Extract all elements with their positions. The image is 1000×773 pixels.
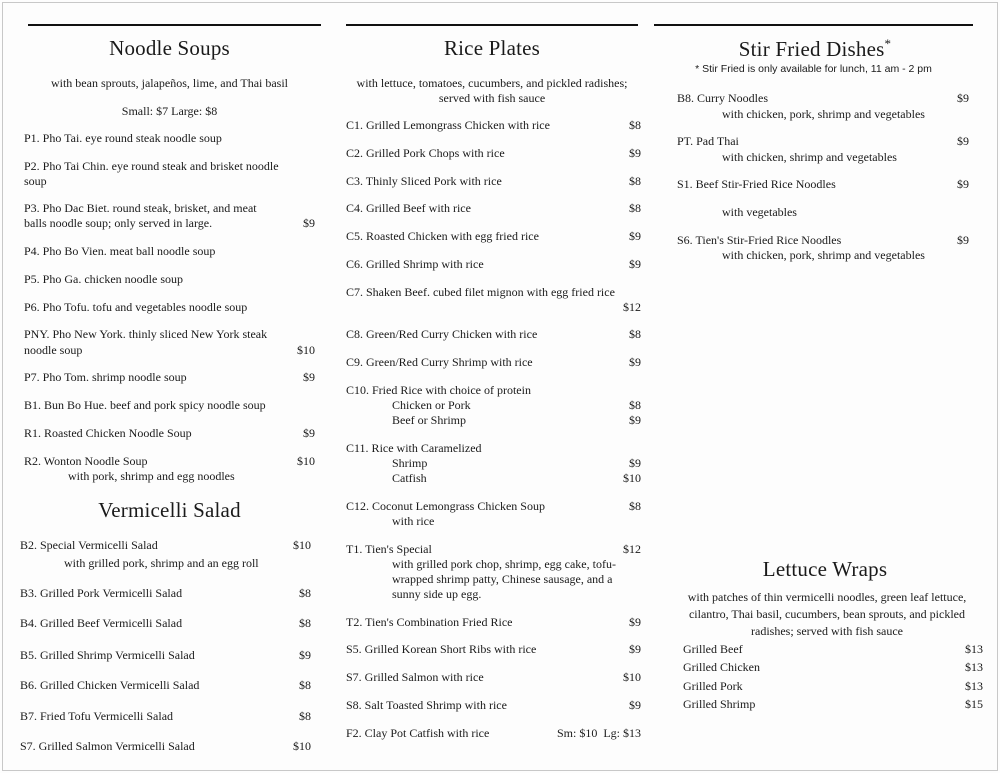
menu-item: P6. Pho Tofu. tofu and vegetables noodle soup [24, 300, 248, 314]
menu-item: S7. Grilled Salmon with rice [346, 670, 484, 684]
menu-item-price: $8 [629, 398, 641, 412]
menu-item: PNY. Pho New York. thinly sliced New York steak [24, 327, 268, 341]
menu-item-price: $10 [293, 538, 311, 552]
asterisk-mark: * [884, 36, 892, 51]
menu-item: PT. Pad Thai [677, 134, 739, 148]
menu-item-price: $8 [629, 174, 641, 188]
menu-item-price: $9 [629, 642, 641, 656]
lettuce-wraps-desc: cilantro, Thai basil, cucumbers, bean sprouts, and pickled [688, 607, 966, 621]
menu-item-price: $12 [623, 542, 641, 556]
menu-item-desc: with chicken, pork, shrimp and vegetables [722, 107, 925, 121]
menu-item-price: $10 [623, 670, 641, 684]
menu-item-desc: with chicken, shrimp and vegetables [722, 150, 897, 164]
menu-item-price: $9 [629, 257, 641, 271]
menu-item: Grilled Shrimp [683, 697, 756, 711]
menu-item-price: $8 [629, 499, 641, 513]
menu-item: B3. Grilled Pork Vermicelli Salad [20, 586, 183, 600]
menu-item-price: Sm: $10 Lg: $13 [556, 726, 641, 740]
menu-item: S1. Beef Stir-Fried Rice Noodles [677, 177, 836, 191]
menu-item: C2. Grilled Pork Chops with rice [346, 146, 505, 160]
lettuce-wraps-desc: with patches of thin vermicelli noodles, green leaf lettuce, [687, 590, 967, 604]
menu-item-option: Catfish [392, 471, 427, 485]
menu-item-price: $8 [629, 201, 641, 215]
menu-item-desc: noodle soup [24, 343, 83, 357]
menu-item-price: $8 [299, 678, 311, 692]
menu-item: Grilled Chicken [683, 660, 760, 674]
menu-item: C8. Green/Red Curry Chicken with rice [346, 327, 538, 341]
stir-fried-note: * Stir Fried is only available for lunch, 11 am - 2 pm [695, 63, 932, 75]
menu-item: B4. Grilled Beef Vermicelli Salad [20, 616, 183, 630]
menu-item-price: $10 [623, 471, 641, 485]
menu-item: C9. Green/Red Curry Shrimp with rice [346, 355, 533, 369]
menu-item-price: $9 [629, 615, 641, 629]
menu-item-price: $9 [957, 134, 969, 148]
column-rule-left [28, 24, 321, 26]
menu-item-option: Beef or Shrimp [392, 413, 466, 427]
menu-item-price: $8 [629, 327, 641, 341]
noodle-soups-sizes: Small: $7 Large: $8 [121, 104, 218, 118]
menu-item: B2. Special Vermicelli Salad [20, 538, 158, 552]
menu-item: C10. Fried Rice with choice of protein [346, 383, 531, 397]
menu-item: R1. Roasted Chicken Noodle Soup [24, 426, 192, 440]
menu-item-price: $9 [957, 177, 969, 191]
menu-item: R2. Wonton Noodle Soup [24, 454, 148, 468]
menu-item-price: $12 [623, 300, 641, 314]
menu-item: S7. Grilled Salmon Vermicelli Salad [20, 739, 195, 753]
menu-item: B8. Curry Noodles [677, 91, 768, 105]
menu-item-price: $13 [965, 679, 983, 693]
menu-item-desc: balls noodle soup; only served in large. [24, 216, 213, 230]
vermicelli-salad-title: Vermicelli Salad [98, 498, 241, 522]
menu-item-price: $8 [299, 709, 311, 723]
menu-item: T2. Tien's Combination Fried Rice [346, 615, 513, 629]
menu-item: P5. Pho Ga. chicken noodle soup [24, 272, 183, 286]
lettuce-wraps-title: Lettuce Wraps [762, 557, 888, 581]
menu-item-price: $9 [957, 233, 969, 247]
stir-fried-title [640, 36, 990, 62]
menu-item-price: $9 [299, 648, 311, 662]
menu-item: F2. Clay Pot Catfish with rice [346, 726, 490, 740]
menu-item: S5. Grilled Korean Short Ribs with rice [346, 642, 537, 656]
lettuce-wraps-desc: radishes; served with fish sauce [751, 624, 903, 638]
menu-item-price: $13 [965, 642, 983, 656]
menu-item-option: Chicken or Pork [392, 398, 471, 412]
menu-item-price: $9 [629, 698, 641, 712]
menu-item: B1. Bun Bo Hue. beef and pork spicy noodle soup [24, 398, 266, 412]
menu-item: C11. Rice with Caramelized [346, 441, 482, 455]
menu-item: C7. Shaken Beef. cubed filet mignon with egg fried rice [346, 285, 615, 299]
menu-item-option: Shrimp [392, 456, 428, 470]
menu-item-price: $9 [629, 413, 641, 427]
menu-item-desc: with grilled pork chop, shrimp, egg cake, tofu- [392, 557, 616, 571]
menu-item: P7. Pho Tom. shrimp noodle soup [24, 370, 187, 384]
noodle-soups-title: Noodle Soups [109, 36, 230, 60]
menu-item: B6. Grilled Chicken Vermicelli Salad [20, 678, 200, 692]
column-rule-right [654, 24, 973, 26]
menu-item: Grilled Pork [683, 679, 743, 693]
menu-item-price: $9 [629, 146, 641, 160]
menu-item-price: $9 [303, 216, 315, 230]
menu-item-desc: with pork, shrimp and egg noodles [68, 469, 235, 483]
menu-item-price: $10 [297, 454, 315, 468]
menu-item-price: $15 [965, 697, 983, 711]
menu-item: C3. Thinly Sliced Pork with rice [346, 174, 502, 188]
rice-plates-subtitle: served with fish sauce [438, 91, 546, 105]
menu-item: P2. Pho Tai Chin. eye round steak and brisket noodle [24, 159, 279, 173]
menu-item-price: $9 [303, 426, 315, 440]
menu-item: P4. Pho Bo Vien. meat ball noodle soup [24, 244, 216, 258]
menu-item-price: $9 [303, 370, 315, 384]
stir-fried-title-text: Stir Fried Dishes [738, 37, 885, 61]
menu-item: B5. Grilled Shrimp Vermicelli Salad [20, 648, 195, 662]
menu-item-desc: soup [24, 174, 47, 188]
rice-plates-subtitle: with lettuce, tomatoes, cucumbers, and pickled radishes; [356, 76, 628, 90]
menu-item-price: $13 [965, 660, 983, 674]
menu-item: C6. Grilled Shrimp with rice [346, 257, 484, 271]
menu-item-price: $9 [629, 456, 641, 470]
menu-item: S8. Salt Toasted Shrimp with rice [346, 698, 507, 712]
menu-item-desc: sunny side up egg. [392, 587, 482, 601]
column-rule-middle [346, 24, 638, 26]
menu-item: C1. Grilled Lemongrass Chicken with rice [346, 118, 550, 132]
menu-item-desc: with vegetables [722, 205, 797, 219]
menu-item: T1. Tien's Special [346, 542, 432, 556]
menu-item-desc: wrapped shrimp patty, Chinese sausage, and a [392, 572, 613, 586]
menu-item: B7. Fried Tofu Vermicelli Salad [20, 709, 174, 723]
menu-item: C12. Coconut Lemongrass Chicken Soup [346, 499, 545, 513]
menu-item-desc: with grilled pork, shrimp and an egg roll [64, 556, 259, 570]
menu-item-price: $9 [957, 91, 969, 105]
menu-item: Grilled Beef [683, 642, 743, 656]
menu-item-price: $9 [629, 229, 641, 243]
menu-item: C4. Grilled Beef with rice [346, 201, 471, 215]
menu-item: S6. Tien's Stir-Fried Rice Noodles [677, 233, 842, 247]
menu-item: P3. Pho Dac Biet. round steak, brisket, and meat [24, 201, 257, 215]
menu-item-price: $8 [299, 616, 311, 630]
menu-item-desc: with rice [392, 514, 435, 528]
menu-item: P1. Pho Tai. eye round steak noodle soup [24, 131, 222, 145]
menu-item-price: $8 [299, 586, 311, 600]
menu-item-price: $10 [293, 739, 311, 753]
menu-item: C5. Roasted Chicken with egg fried rice [346, 229, 539, 243]
menu-item-desc: with chicken, pork, shrimp and vegetables [722, 248, 925, 262]
menu-item-price: $9 [629, 355, 641, 369]
noodle-soups-subtitle: with bean sprouts, jalapeños, lime, and Thai basil [50, 76, 289, 90]
menu-item-price: $8 [629, 118, 641, 132]
menu-item-price: $10 [297, 343, 315, 357]
rice-plates-title: Rice Plates [443, 36, 541, 60]
